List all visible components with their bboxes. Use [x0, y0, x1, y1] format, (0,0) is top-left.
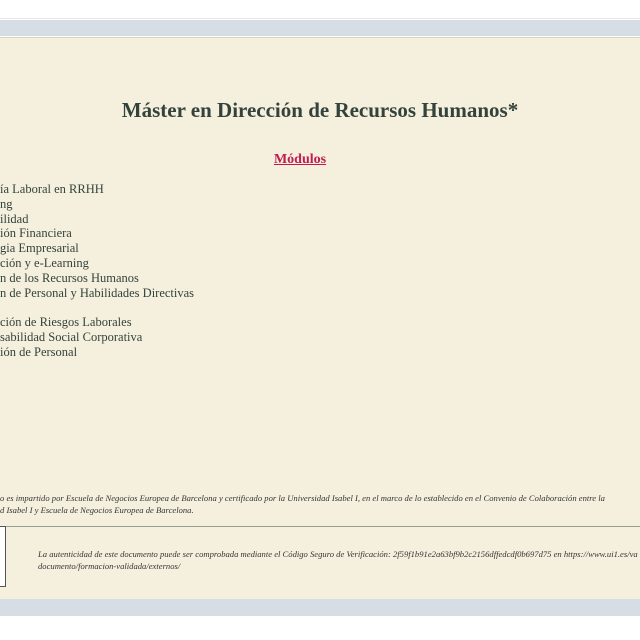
viewer-page-gap-bottom	[0, 599, 640, 616]
verification-line-2: documento/formacion-validada/externos/	[38, 561, 181, 571]
module-item: ción y e-Learning	[0, 255, 89, 270]
module-item: ía Laboral en RRHH	[0, 182, 104, 196]
footer-divider	[0, 526, 640, 527]
module-item: n de Personal y Habilidades Directivas	[0, 285, 195, 300]
modules-heading: Módulos	[273, 152, 327, 167]
module-item: sabilidad Social Corporativa	[0, 329, 143, 344]
page-title: Máster en Dirección de Recursos Humanos*	[121, 98, 519, 122]
verification-text	[38, 548, 640, 572]
footnote	[0, 492, 610, 516]
viewer-page-gap-top	[0, 20, 640, 36]
module-item: ión Financiera	[0, 226, 72, 241]
verification-stamp	[0, 526, 6, 587]
modules-list	[0, 182, 194, 360]
module-item: ión de Personal	[0, 344, 78, 359]
verification-line-1: La autenticidad de este documento puede ser comprobada mediante el Código Seguro de Verificación: 2f59f1b91e2a63bf9b2c2156dffedcdf0b697d75 en https://www.ui1.es/va	[38, 549, 638, 559]
module-item: ilidad	[0, 211, 29, 226]
document-page	[0, 37, 640, 599]
module-item: gia Empresarial	[0, 241, 79, 256]
module-item: n de los Recursos Humanos	[0, 270, 139, 285]
module-item-blank	[0, 300, 194, 315]
module-item: ción de Riesgos Laborales	[0, 315, 132, 330]
module-item: ng	[0, 196, 13, 211]
top-margin	[0, 0, 640, 19]
footnote-line-1: o es impartido por Escuela de Negocios Europea de Barcelona y certificado por la Universidad Isabel I, en el marco de lo establecido en el Convenio de Colaboración entre la	[0, 493, 605, 503]
footnote-line-2: d Isabel I y Escuela de Negocios Europea de Barcelona.	[0, 505, 194, 515]
